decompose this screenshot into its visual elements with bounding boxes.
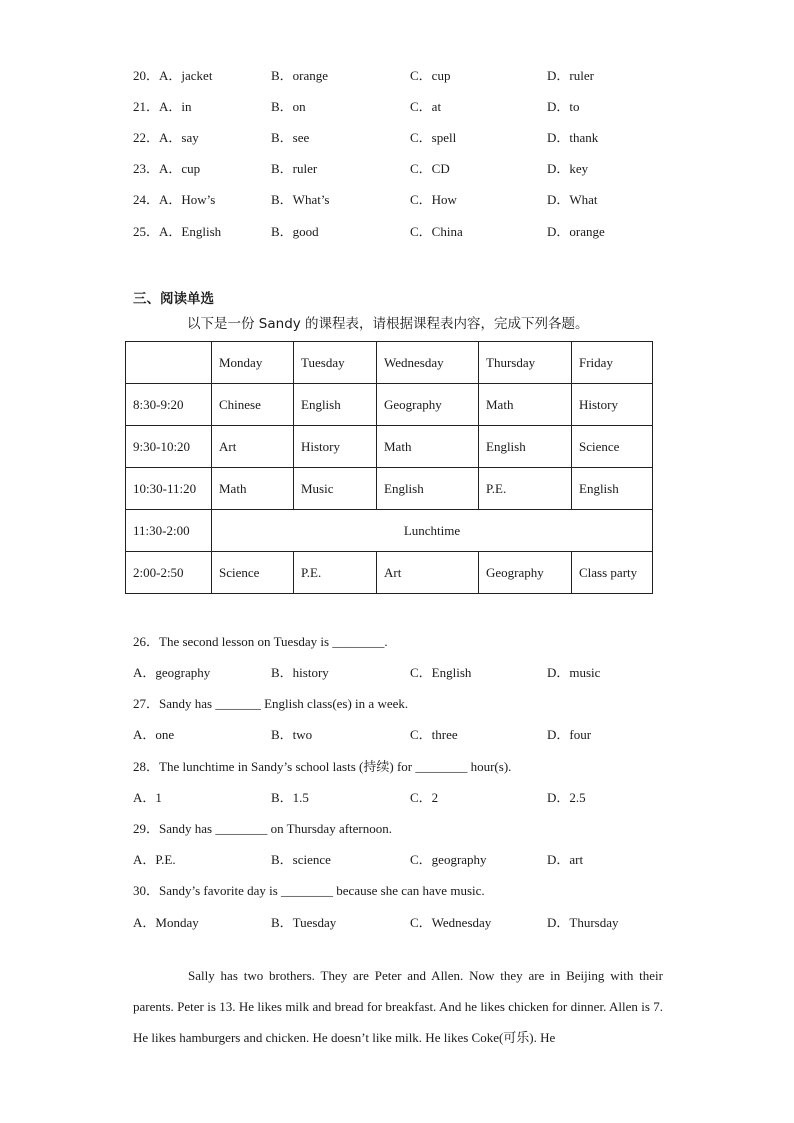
subject-cell: Math	[377, 426, 479, 468]
option-c: C．geography	[410, 852, 487, 867]
option-c: C．2	[410, 790, 439, 805]
question-number: 24．	[133, 192, 160, 207]
option-c: C．CD	[410, 161, 450, 176]
option-d: D．art	[547, 852, 584, 867]
option-a	[133, 222, 221, 242]
day-header: Friday	[572, 342, 653, 384]
lunchtime-cell: Lunchtime	[212, 510, 653, 552]
subject-cell: English	[479, 426, 572, 468]
option-a-text: A．jacket	[159, 68, 213, 83]
option-a: A．geography	[133, 665, 211, 680]
table-row	[126, 384, 653, 426]
option-a	[133, 66, 212, 86]
schedule-table	[125, 341, 653, 594]
subject-cell: Chinese	[212, 384, 294, 426]
table-row	[126, 426, 653, 468]
option-a	[133, 128, 199, 148]
question-number: 25．	[133, 224, 160, 239]
option-a-text: A．English	[159, 224, 222, 239]
option-c: C．three	[410, 727, 458, 742]
day-header: Monday	[212, 342, 294, 384]
option-a-text: A．say	[159, 130, 199, 145]
option-c: C．cup	[410, 68, 451, 83]
option-b: B．ruler	[271, 161, 318, 176]
option-d: D．music	[547, 665, 601, 680]
option-b: B．two	[271, 727, 313, 742]
question-29-stem: 29．Sandy has ________ on Thursday afternoon.	[133, 821, 393, 836]
table-row	[126, 468, 653, 510]
lunch-row	[126, 510, 653, 552]
subject-cell: Geography	[479, 552, 572, 594]
option-d: D．thank	[547, 130, 599, 145]
day-header: Thursday	[479, 342, 572, 384]
option-b: B．history	[271, 665, 329, 680]
section-intro: 以下是一份 Sandy 的课程表，请根据课程表内容，完成下列各题。	[187, 316, 589, 332]
table-row	[126, 552, 653, 594]
subject-cell: Math	[479, 384, 572, 426]
subject-cell: Science	[212, 552, 294, 594]
question-28-stem: 28．The lunchtime in Sandy’s school lasts (持续) for ________ hour(s).	[133, 759, 512, 774]
subject-cell: History	[294, 426, 377, 468]
subject-cell: History	[572, 384, 653, 426]
option-a-text: A．cup	[159, 161, 201, 176]
question-27-stem: 27．Sandy has _______ English class(es) in a week.	[133, 696, 409, 711]
option-a	[133, 159, 200, 179]
question-number: 21．	[133, 99, 160, 114]
day-header: Wednesday	[377, 342, 479, 384]
passage-paragraph: Sally has two brothers. They are Peter and Allen. Now they are in Beijing with their parents. Peter is 13. He likes milk and bread for breakfast. And he likes chicken for dinner. Allen is 7. He likes hamburgers and chicken. He doesn’t like milk. He likes Coke(可乐). He	[133, 968, 663, 1045]
option-c: C．English	[410, 665, 472, 680]
subject-cell: P.E.	[479, 468, 572, 510]
option-c: C．spell	[410, 130, 457, 145]
option-b: B．on	[271, 99, 306, 114]
option-c: C．How	[410, 192, 457, 207]
option-d: D．Thursday	[547, 915, 619, 930]
option-d: D．key	[547, 161, 589, 176]
section-title: 三、阅读单选	[133, 291, 214, 307]
subject-cell: Art	[212, 426, 294, 468]
option-c: C．Wednesday	[410, 915, 492, 930]
option-d: D．ruler	[547, 68, 594, 83]
option-b: B．good	[271, 224, 319, 239]
subject-cell: English	[572, 468, 653, 510]
option-a-text: A．How’s	[159, 192, 216, 207]
time-cell: 11:30-2:00	[126, 510, 212, 552]
time-cell: 10:30-11:20	[126, 468, 212, 510]
option-a: A．1	[133, 790, 162, 805]
subject-cell: Math	[212, 468, 294, 510]
subject-cell: English	[377, 468, 479, 510]
option-a: A．one	[133, 727, 175, 742]
option-b: B．science	[271, 852, 331, 867]
option-b: B．Tuesday	[271, 915, 337, 930]
option-c: C．China	[410, 224, 463, 239]
question-30-stem: 30．Sandy’s favorite day is ________ because she can have music.	[133, 883, 485, 898]
subject-cell: Science	[572, 426, 653, 468]
day-header: Tuesday	[294, 342, 377, 384]
subject-cell: P.E.	[294, 552, 377, 594]
option-b: B．see	[271, 130, 310, 145]
question-number: 22．	[133, 130, 160, 145]
subject-cell: English	[294, 384, 377, 426]
subject-cell: Geography	[377, 384, 479, 426]
option-a: A．Monday	[133, 915, 199, 930]
subject-cell: Class party	[572, 552, 653, 594]
option-a-text: A．in	[159, 99, 192, 114]
question-number: 20．	[133, 68, 160, 83]
option-d: D．four	[547, 727, 592, 742]
time-cell: 8:30-9:20	[126, 384, 212, 426]
subject-cell: Music	[294, 468, 377, 510]
table-header-row	[126, 342, 653, 384]
option-b: B．1.5	[271, 790, 309, 805]
option-d: D．What	[547, 192, 598, 207]
question-number: 23．	[133, 161, 160, 176]
reading-passage	[133, 960, 663, 1053]
option-c: C．at	[410, 99, 442, 114]
option-a: A．P.E.	[133, 852, 176, 867]
question-26-stem: 26．The second lesson on Tuesday is ________.	[133, 634, 388, 649]
subject-cell: Art	[377, 552, 479, 594]
option-a	[133, 97, 192, 117]
table-corner-cell	[126, 342, 212, 384]
option-b: B．What’s	[271, 192, 330, 207]
time-cell: 9:30-10:20	[126, 426, 212, 468]
option-b: B．orange	[271, 68, 329, 83]
option-d: D．2.5	[547, 790, 586, 805]
option-d: D．orange	[547, 224, 605, 239]
time-cell: 2:00-2:50	[126, 552, 212, 594]
option-a	[133, 190, 215, 210]
option-d: D．to	[547, 99, 580, 114]
